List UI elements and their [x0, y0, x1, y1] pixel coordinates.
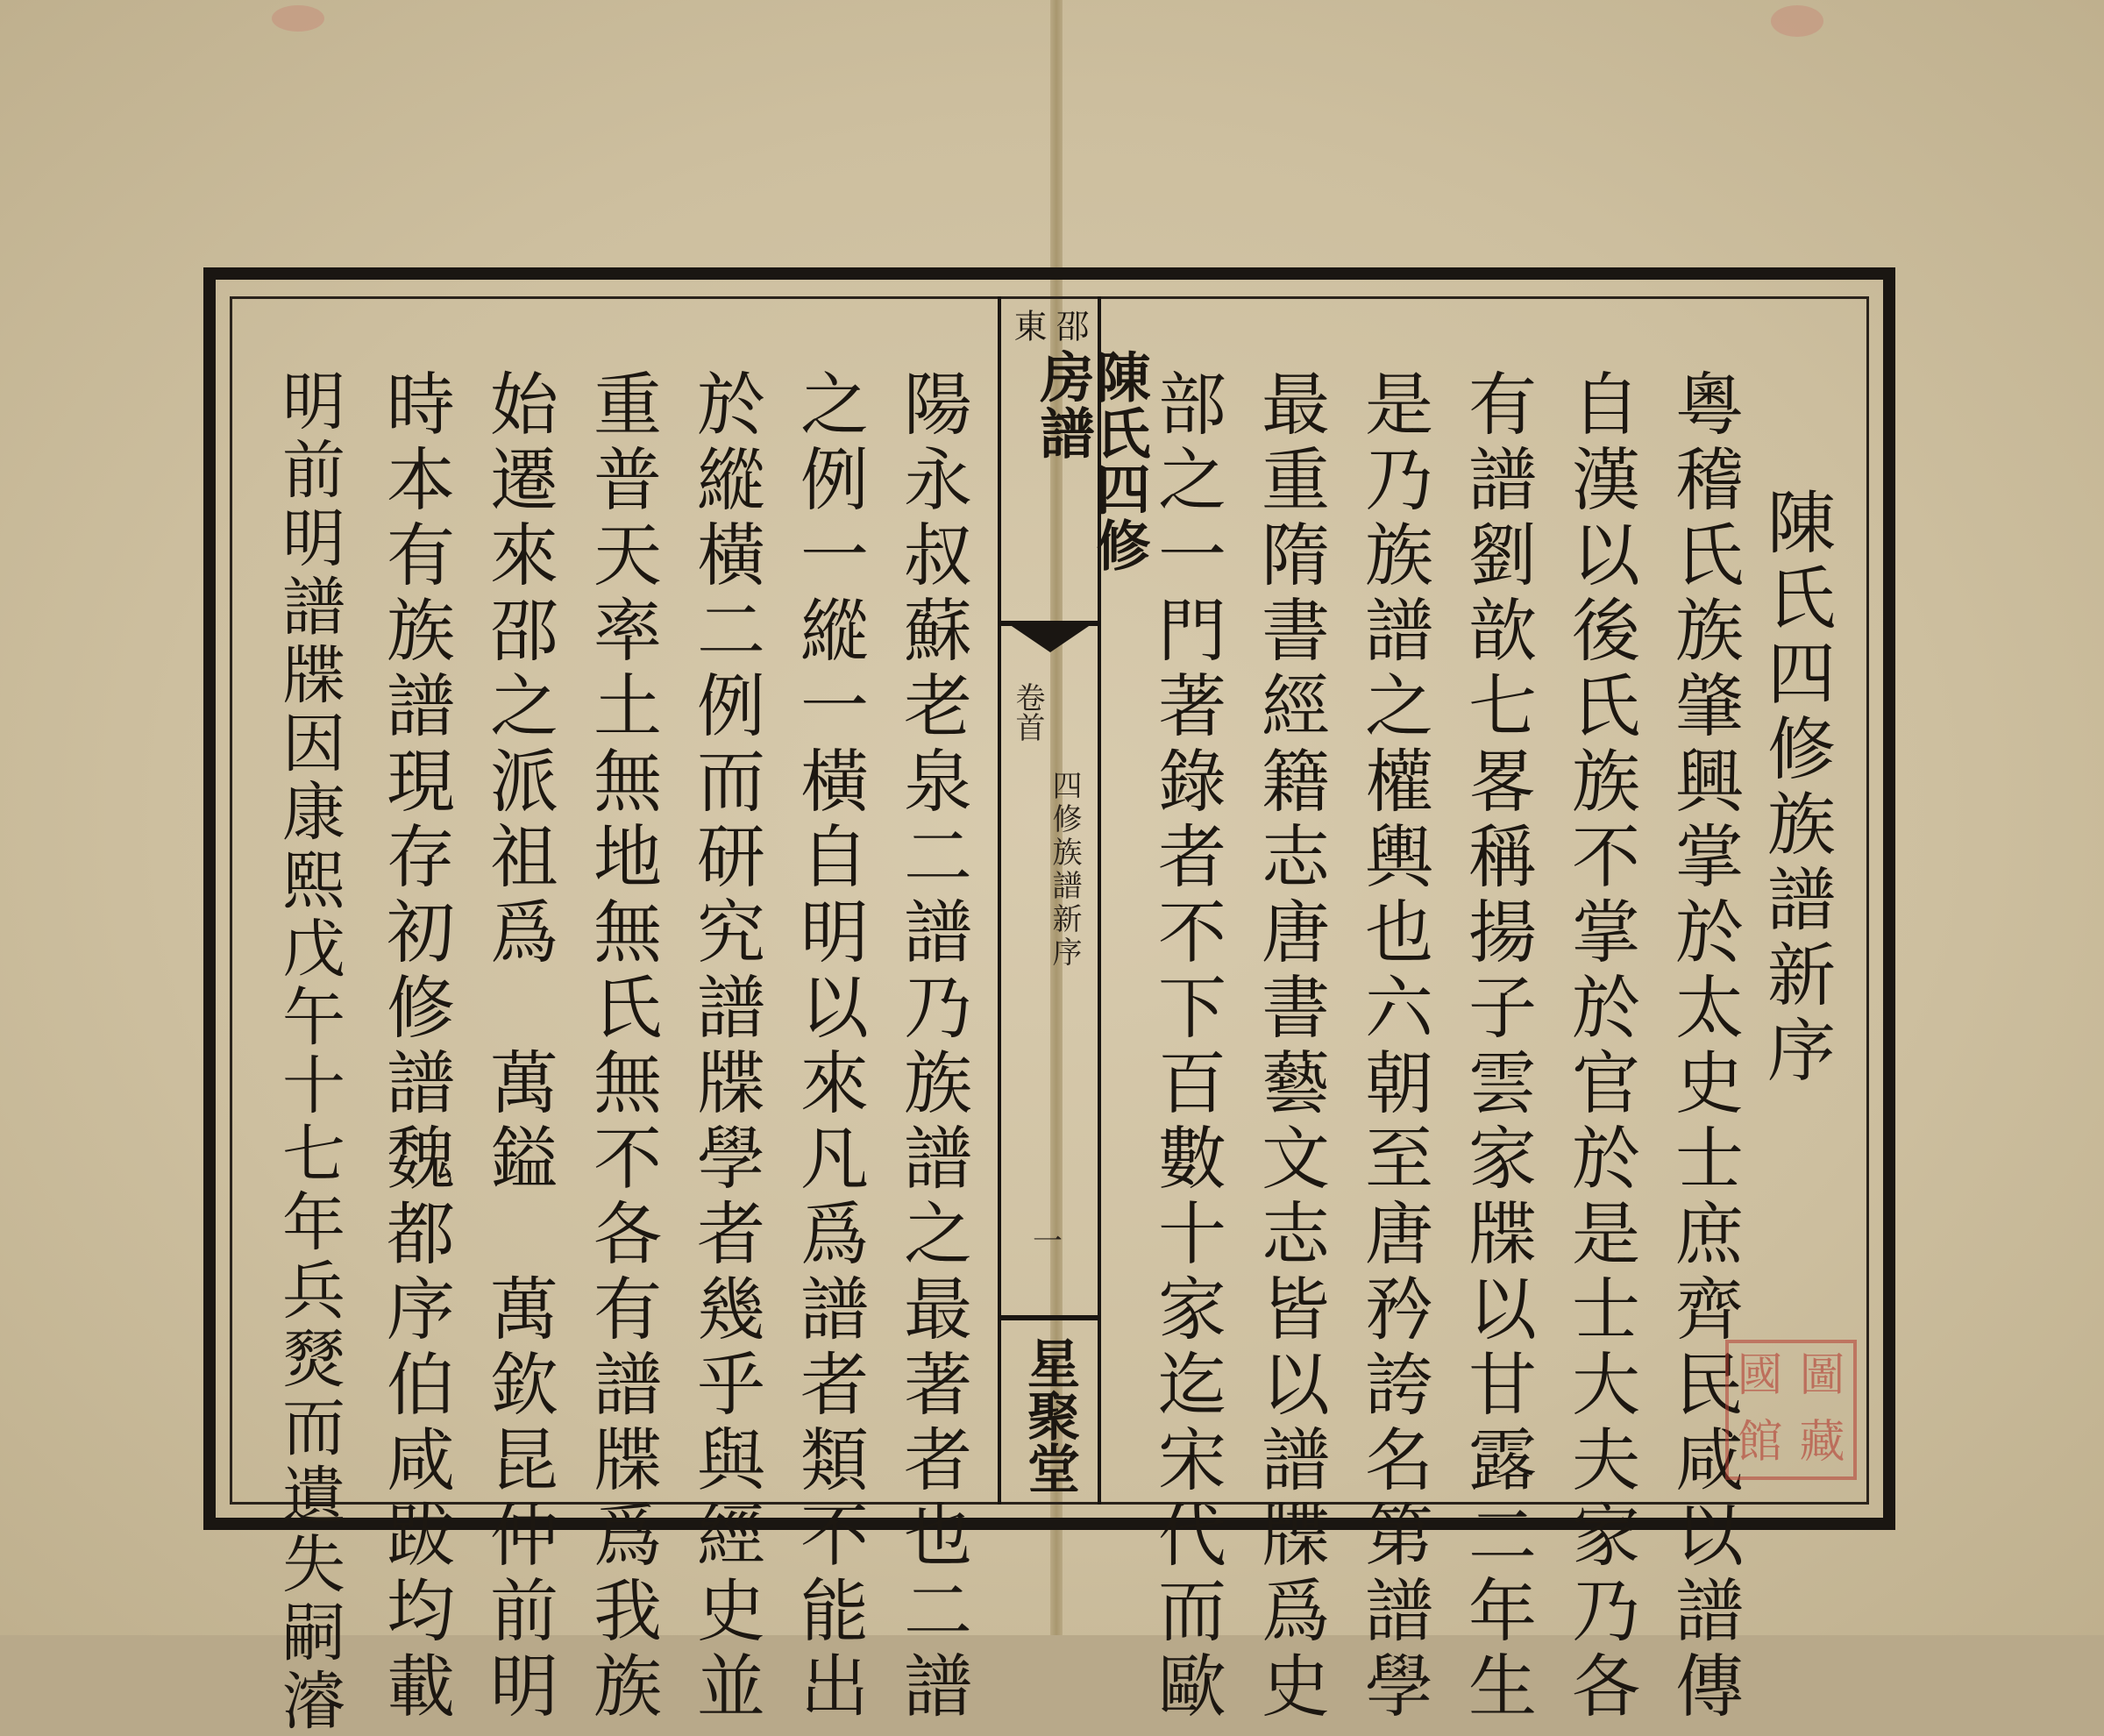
center-banner [998, 296, 1151, 1505]
banner-title-block [1001, 296, 1151, 626]
seal-char: 圖 [1799, 1349, 1845, 1402]
stain-mark [1771, 5, 1823, 37]
heading: 陳氏四修族譜新序 [1756, 487, 1835, 1090]
text-column: 陽永叔蘇老泉二譜乃族譜之最著者也二譜 [892, 368, 971, 1725]
text-column: 於縱橫二例而研究譜牒學者幾乎與經史並 [686, 368, 764, 1725]
text-column: 粵稽氏族肇興掌於太史士庶齊民咸以譜傳 [1664, 368, 1743, 1725]
stain-mark [272, 5, 324, 32]
banner-region-bottom: 東 [1008, 309, 1047, 342]
text-column: 時本有族譜現存初修譜魏都序伯咸跋均載 [375, 368, 454, 1725]
text-column: 是乃族譜之權輿也六朝至唐矜誇名第譜學 [1354, 368, 1432, 1725]
text-column: 之例一縱一橫自明以來凡爲譜者類不能出 [789, 368, 868, 1725]
text-column: 最重隋書經籍志唐書藝文志皆以譜牒爲史 [1250, 368, 1329, 1725]
text-column: 重普天率土無地無氏無不各有譜牒爲我族 [582, 368, 661, 1725]
hall-name: 星聚堂 [1019, 1336, 1080, 1494]
banner-region-top: 邵 [1050, 309, 1089, 342]
text-column: 始遷來邵之派祖爲 萬鎰 萬欽昆仲前明 [479, 368, 558, 1725]
library-seal-stamp [1725, 1340, 1857, 1480]
text-column: 明前明譜牒因康熙戊午十七年兵燹而遺失嗣濬 [272, 368, 345, 1736]
banner-volume: 卷首 [1010, 682, 1045, 742]
fishtail-mark [1006, 623, 1094, 652]
text-column: 自漢以後氏族不掌於官於是士大夫家乃各 [1560, 368, 1639, 1725]
seal-char: 國 [1737, 1349, 1783, 1402]
banner-hall-block [1001, 1315, 1098, 1505]
seal-char: 館 [1737, 1416, 1783, 1469]
text-column: 部之一門著錄者不下百數十家迄宋代而歐 [1147, 368, 1226, 1725]
seal-char: 藏 [1799, 1416, 1845, 1469]
banner-title: 陳氏四修房譜 [1031, 349, 1151, 573]
banner-section: 四修族譜新序 [1047, 770, 1082, 970]
page-number: 一 [1033, 1224, 1063, 1259]
text-column: 有譜劉歆七畧稱揚子雲家牒以甘露二年生 [1457, 368, 1536, 1725]
